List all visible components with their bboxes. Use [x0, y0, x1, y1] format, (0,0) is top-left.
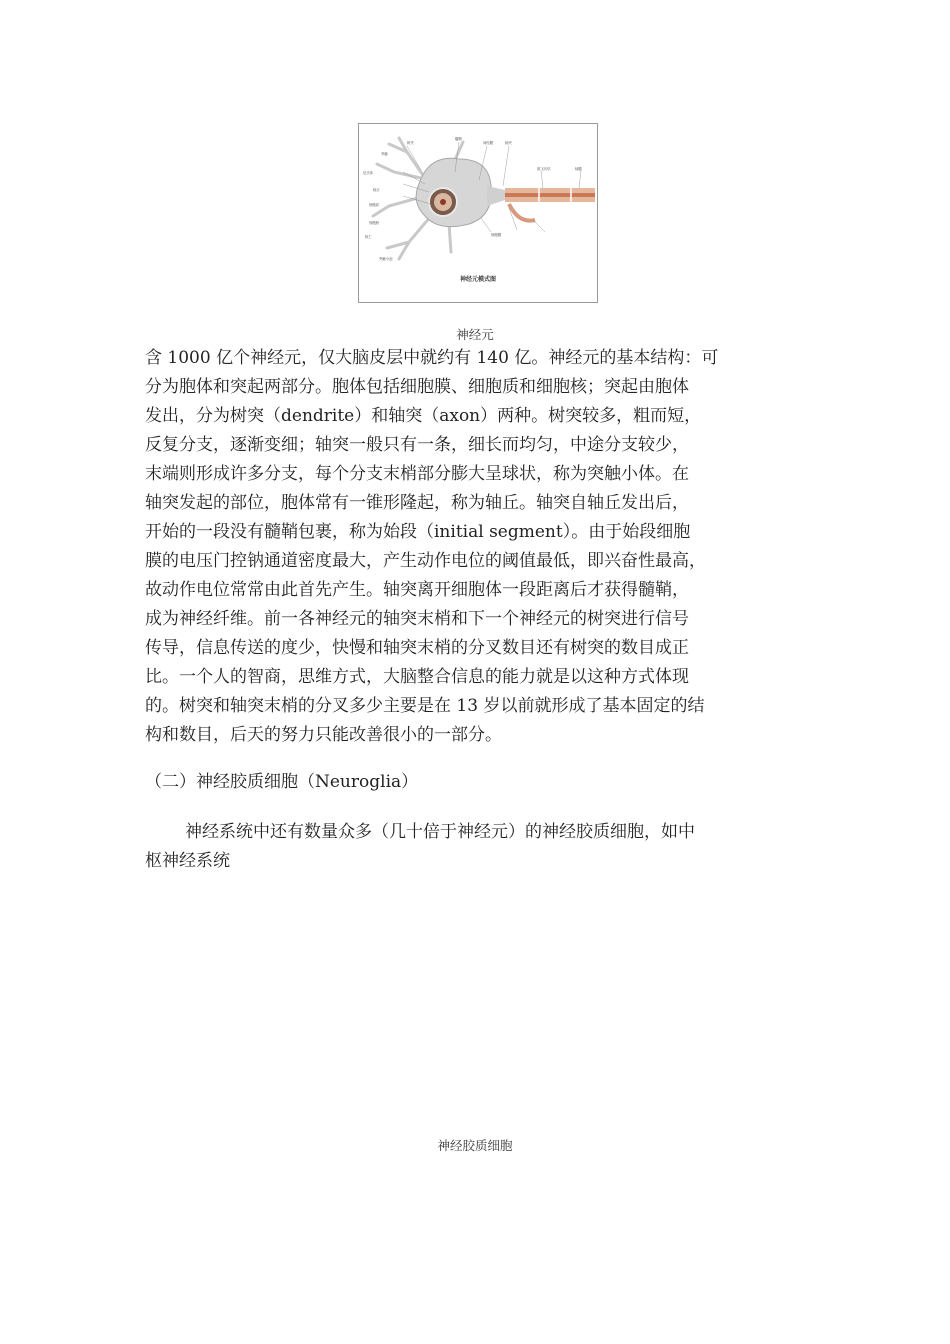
text-line: 枢神经系统 [145, 851, 230, 871]
label-synaptic-vesicle: 突触小泡 [379, 257, 393, 261]
label-nucleus: 细胞核 [369, 221, 380, 225]
label-dendrite: 树突 [407, 141, 414, 145]
neuron-diagram [358, 123, 598, 303]
text-line: 分为胞体和突起两部分。胞体包括细胞膜、细胞质和细胞核；突起由胞体 [145, 377, 689, 397]
neuroglia-caption: 神经胶质细胞 [437, 1138, 513, 1153]
label-cell-membrane: 细胞膜 [491, 233, 502, 237]
text-line: 故动作电位常常由此首先产生。轴突离开细胞体一段距离后才获得髓鞘， [145, 580, 689, 600]
text-line: 构和数目，后天的努力只能改善很小的一部分。 [145, 725, 502, 745]
text-line: 传导，信息传送的度少，快慢和轴突末梢的分叉数目还有树突的数目成正 [145, 638, 689, 658]
text-line: 开始的一段没有髓鞘包裹，称为始段（initial segment）。由于始段细胞 [145, 522, 691, 542]
label-nucleolus: 核仁 [365, 235, 372, 239]
figure-caption: 神经元 [456, 327, 494, 342]
text-line: 神经系统中还有数量众多（几十倍于神经元）的神经胶质细胞，如中 [185, 822, 695, 842]
text-line: 比。一个人的智商，思维方式，大脑整合信息的能力就是以这种方式体现 [145, 667, 689, 687]
text-line: 膜的电压门控钠通道密度最大，产生动作电位的阈值最低，即兴奋性最高， [145, 551, 706, 571]
paragraph-neuron-structure [145, 344, 805, 750]
label-cytoplasm: 细胞质 [369, 203, 380, 207]
text-line: 轴突发起的部位，胞体常有一锥形隆起，称为轴丘。轴突自轴丘发出后， [145, 493, 689, 513]
text-line: 发出，分为树突（dendrite）和轴突（axon）两种。树突较多，粗而短， [145, 406, 702, 426]
text-line: 末端则形成许多分支，每个分支末梢部分膨大呈球状，称为突触小体。在 [145, 464, 689, 484]
paragraph-neuroglia [145, 818, 805, 876]
label-axolemma: 轴膜 [575, 167, 582, 171]
text-line: 反复分支，逐渐变细；轴突一般只有一条，细长而均匀，中途分支较少， [145, 435, 689, 455]
text-line: 含 1000 亿个神经元，仅大脑皮层中就约有 140 亿。神经元的基本结构：可 [145, 348, 719, 368]
label-axon: 轴突 [505, 141, 512, 145]
label-node-of-ranvier: 郎飞氏结 [537, 167, 551, 171]
figure-title: 神经元模式图 [459, 276, 496, 283]
label-myelin: 髓鞘 [455, 137, 462, 141]
label-synapse: 突触 [381, 152, 388, 156]
label-neurilemma: 神经膜 [483, 141, 494, 145]
text-line: 的。树突和轴突末梢的分叉多少主要是在 13 岁以前就形成了基本固定的结 [145, 696, 705, 716]
label-nissl-body: 尼氏体 [363, 171, 374, 175]
section-heading: （二）神经胶质细胞（Neuroglia） [145, 772, 419, 792]
text-line: 成为神经纤维。前一各神经元的轴突末梢和下一个神经元的树突进行信号 [145, 609, 689, 629]
label-axon-hillock: 轴丘 [373, 188, 380, 192]
